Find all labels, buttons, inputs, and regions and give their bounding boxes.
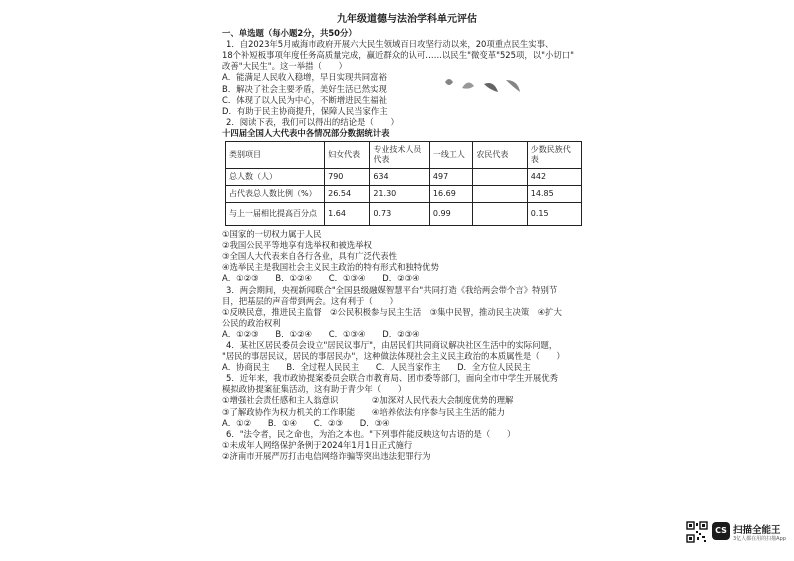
q2-stem: 2．阅读下表，我们可以得出的结论是（ ） <box>226 116 399 127</box>
table-cell: 16.69 <box>429 186 472 203</box>
table-cell <box>473 186 527 203</box>
q1-option-a: A．能满足人民收入稳增，早日实现共同富裕 <box>222 72 387 83</box>
table-cell: 与上一届相比提高百分点 <box>226 203 325 226</box>
q6-line-2: ①未成年人网络保护条例于2024年1月1日正式施行 <box>222 439 413 450</box>
table-cell: 0.73 <box>370 203 430 226</box>
q5-options: A．①② B．①④ C．②③ D．③④ <box>222 417 390 428</box>
q6-line-1: 6．"法令者，民之命也，为治之本也。"下列事件能反映这句古语的是（ ） <box>226 428 516 439</box>
question-4 <box>222 340 592 373</box>
q1-line-2: 18个补短板事项年度任务高质量完成，赢近群众的认可……以民生"微变革"525项，以"小切口" <box>222 50 574 61</box>
table-header-row <box>226 142 582 169</box>
table-cell: 21.30 <box>370 186 430 203</box>
q3-line-3: ①反映民意，推进民主监督 ②公民积极参与民主生活 ③集中民智，推动民主决策 ④扩大 <box>222 306 562 317</box>
table-cell: 26.54 <box>325 186 370 203</box>
table-cell <box>473 169 527 186</box>
table-header-cell: 一线工人 <box>429 142 472 169</box>
q1-line-1: 1．自2023年5月威海市政府开展六大民生领域百日攻坚行动以来，20项重点民生实事、 <box>226 39 554 50</box>
q2-statement-1: ①国家的一切权力属于人民 <box>222 229 322 240</box>
q5-line-1: 5．近年来，我市政协提案委员会联合市教育局、团市委等部门，面向全市中学生开展优秀 <box>226 373 558 384</box>
q4-line-1: 4．某社区居民委员会设立"居民议事厅"，由居民们共同商议解决社区生活中的实际问题， <box>226 339 558 350</box>
q1-option-d: D．有助于民主协商提升，保障人民当家作主 <box>222 105 388 116</box>
q2-statement-4: ④选举民主是我国社会主义民主政治的特有形式和独特优势 <box>222 262 439 273</box>
watermark-name: 扫描全能王 <box>733 525 781 536</box>
table-header-cell: 妇女代表 <box>325 142 370 169</box>
table-header-cell: 少数民族代表 <box>527 142 581 169</box>
q1-line-3: 改善"大民生"。这一举措（ ） <box>222 61 347 72</box>
table-cell: 497 <box>429 169 472 186</box>
q2-table-title: 十四届全国人大代表中各情况部分数据统计表 <box>222 127 390 138</box>
question-2 <box>222 117 592 285</box>
q2-statement-2: ②我国公民平等地享有选举权和被选举权 <box>222 240 372 251</box>
q3-line-4: 公民的政治权利 <box>222 317 281 328</box>
table-cell: 0.99 <box>429 203 472 226</box>
table-cell: 0.15 <box>527 203 581 226</box>
table-row <box>226 186 582 203</box>
qr-code-icon <box>686 521 708 543</box>
table-cell: 14.85 <box>527 186 581 203</box>
q4-line-2: "居民的事居民议，居民的事居民办"，这种做法体现社会主义民主政治的本质属性是（ ） <box>222 351 565 362</box>
page-title: 九年级道德与法治学科单元评估 <box>337 14 477 25</box>
q2-options: A．①②③ B．①②④ C．①③④ D．②③④ <box>222 273 420 284</box>
table-cell <box>473 203 527 226</box>
q5-line-2: 模拟政协提案征集活动，这有助于青少年（ ） <box>222 384 407 395</box>
q5-statement-1: ①增强社会责任感和主人翁意识 ②加深对人民代表大会制度优势的理解 <box>222 395 514 406</box>
camscanner-logo: CS <box>712 522 730 540</box>
q3-line-2: 目，把基层的声音带到两会。这有利于（ ） <box>222 295 398 306</box>
table-cell: 790 <box>325 169 370 186</box>
table-header-cell: 农民代表 <box>473 142 527 169</box>
table-header-cell: 类别项目 <box>226 142 325 169</box>
table-row <box>226 169 582 186</box>
table-header-cell: 专业技术人员代表 <box>370 142 430 169</box>
q2-statement-3: ③全国人大代表来自各行各业，具有广泛代表性 <box>222 251 398 262</box>
q1-option-c: C．体现了以人民为中心，不断增进民生福祉 <box>222 94 387 105</box>
watermark-subtitle: 3亿人都在用的扫描App <box>733 536 786 542</box>
q5-statement-2: ③了解政协作为权力机关的工作职能 ④培养依法有序参与民主生活的能力 <box>222 406 506 417</box>
scan-smudge-marks <box>440 70 540 110</box>
table-cell: 1.64 <box>325 203 370 226</box>
q3-line-1: 3．两会期间，央视新闻联合"全国县级融媒智慧平台"共同打造《我给两会带个言》特别节 <box>226 284 558 295</box>
question-6 <box>222 429 592 462</box>
q1-option-b: B．解决了社会主要矛盾，美好生活已然实现 <box>222 83 387 94</box>
section-heading: 一、单选题（每小题2分，共50分） <box>222 28 357 39</box>
question-3 <box>222 285 592 340</box>
q6-line-3: ②济南市开展严厉打击电信网络诈骗等突出违法犯罪行为 <box>222 450 431 461</box>
table-cell: 442 <box>527 169 581 186</box>
table-cell: 占代表总人数比例（%） <box>226 186 325 203</box>
q3-options: A．①②③ B．①②④ C．①③④ D．②③④ <box>222 328 420 339</box>
scanner-watermark <box>686 519 794 547</box>
table-row <box>226 203 582 226</box>
table-cell: 634 <box>370 169 430 186</box>
stats-table <box>225 141 582 226</box>
q4-options: A．协商民主 B．全过程人民民主 C．人民当家作主 D．全方位人民民主 <box>222 362 531 373</box>
question-5 <box>222 373 592 428</box>
table-cell: 总人数（人） <box>226 169 325 186</box>
